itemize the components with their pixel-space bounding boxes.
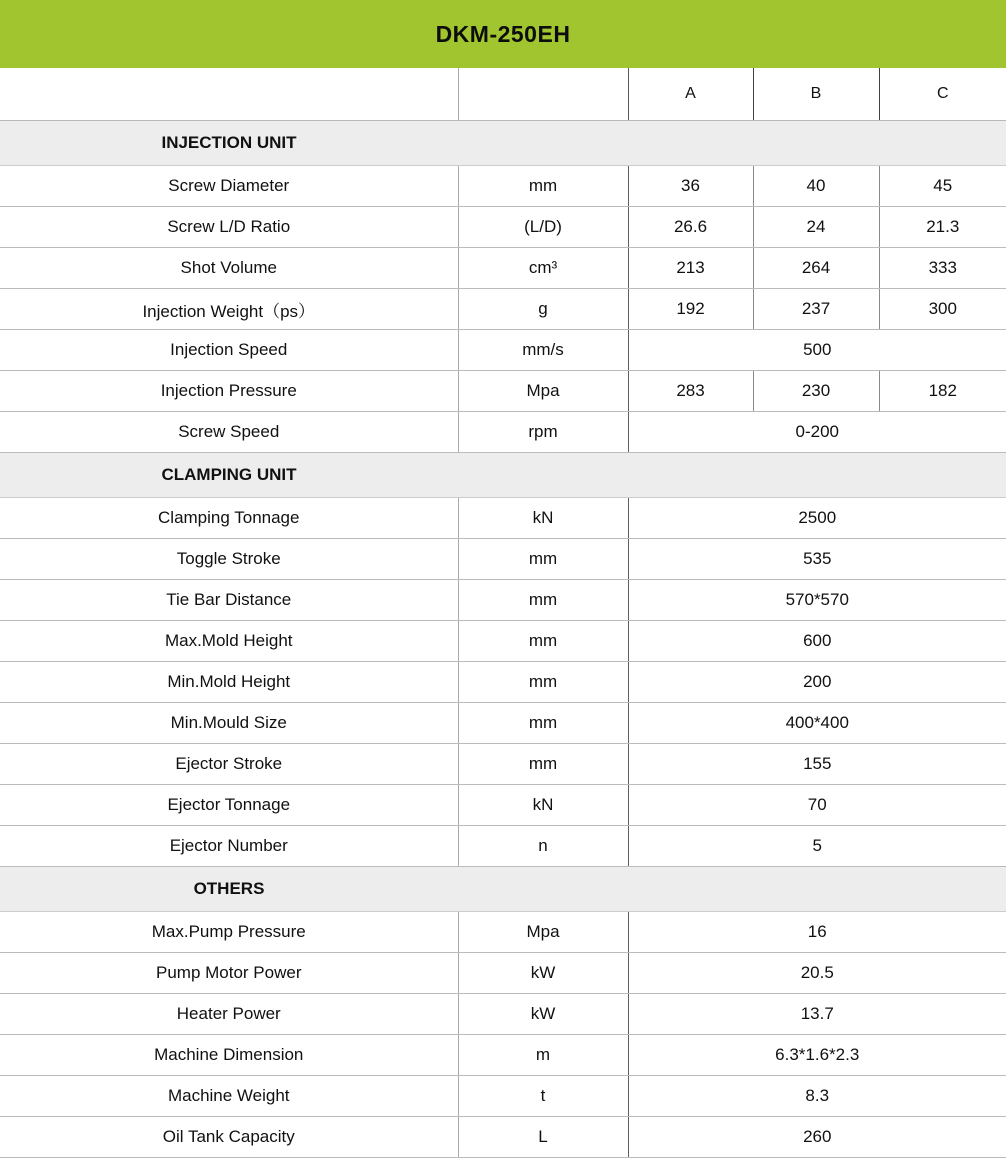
spec-table xyxy=(0,68,1006,1158)
column-header-c: C xyxy=(879,68,1006,121)
spec-value-merged: 155 xyxy=(628,744,1006,785)
spec-label: Shot Volume xyxy=(0,248,458,289)
spec-label: Max.Mold Height xyxy=(0,621,458,662)
spec-value-merged: 0-200 xyxy=(628,412,1006,453)
spec-unit: mm xyxy=(458,580,628,621)
table-row xyxy=(0,289,1006,330)
section-header-row xyxy=(0,453,1006,498)
spec-label: Toggle Stroke xyxy=(0,539,458,580)
spec-label: Pump Motor Power xyxy=(0,953,458,994)
table-row xyxy=(0,826,1006,867)
column-header-row xyxy=(0,68,1006,121)
spec-value-c: 45 xyxy=(879,166,1006,207)
spec-unit: m xyxy=(458,1035,628,1076)
section-header-cell xyxy=(0,867,1006,912)
spec-label: Heater Power xyxy=(0,994,458,1035)
spec-unit: t xyxy=(458,1076,628,1117)
table-row xyxy=(0,539,1006,580)
table-row xyxy=(0,953,1006,994)
spec-label: Ejector Number xyxy=(0,826,458,867)
spec-value-merged: 6.3*1.6*2.3 xyxy=(628,1035,1006,1076)
spec-value-c: 21.3 xyxy=(879,207,1006,248)
spec-unit: mm xyxy=(458,539,628,580)
spec-label: Oil Tank Capacity xyxy=(0,1117,458,1158)
spec-label: Screw Diameter xyxy=(0,166,458,207)
spec-value-a: 283 xyxy=(628,371,753,412)
table-row xyxy=(0,371,1006,412)
table-row xyxy=(0,1076,1006,1117)
spec-table-body xyxy=(0,68,1006,1158)
spec-unit: mm xyxy=(458,703,628,744)
spec-label: Min.Mould Size xyxy=(0,703,458,744)
spec-value-a: 213 xyxy=(628,248,753,289)
spec-value-b: 237 xyxy=(753,289,879,330)
spec-label: Injection Weight（ps） xyxy=(0,289,458,330)
spec-value-b: 230 xyxy=(753,371,879,412)
spec-value-merged: 500 xyxy=(628,330,1006,371)
spec-label: Clamping Tonnage xyxy=(0,498,458,539)
table-row xyxy=(0,498,1006,539)
section-title: INJECTION UNIT xyxy=(161,133,297,152)
spec-value-merged: 200 xyxy=(628,662,1006,703)
spec-unit: (L/D) xyxy=(458,207,628,248)
spec-unit: kN xyxy=(458,498,628,539)
table-row xyxy=(0,248,1006,289)
spec-value-c: 333 xyxy=(879,248,1006,289)
table-row xyxy=(0,1035,1006,1076)
spec-label: Ejector Tonnage xyxy=(0,785,458,826)
spec-value-b: 40 xyxy=(753,166,879,207)
table-row xyxy=(0,1117,1006,1158)
section-header-row xyxy=(0,121,1006,166)
section-header-cell xyxy=(0,453,1006,498)
table-row xyxy=(0,703,1006,744)
spec-label: Injection Pressure xyxy=(0,371,458,412)
column-header-blank-label xyxy=(0,68,458,121)
spec-unit: mm xyxy=(458,662,628,703)
spec-unit: Mpa xyxy=(458,371,628,412)
spec-unit: Mpa xyxy=(458,912,628,953)
spec-value-merged: 400*400 xyxy=(628,703,1006,744)
section-title: OTHERS xyxy=(193,879,265,898)
spec-value-a: 192 xyxy=(628,289,753,330)
spec-value-merged: 5 xyxy=(628,826,1006,867)
table-row xyxy=(0,785,1006,826)
model-title-bar xyxy=(0,0,1006,68)
spec-unit: L xyxy=(458,1117,628,1158)
spec-unit: mm/s xyxy=(458,330,628,371)
spec-value-a: 26.6 xyxy=(628,207,753,248)
spec-value-merged: 260 xyxy=(628,1117,1006,1158)
spec-unit: mm xyxy=(458,744,628,785)
table-row xyxy=(0,912,1006,953)
spec-label: Min.Mold Height xyxy=(0,662,458,703)
spec-value-b: 264 xyxy=(753,248,879,289)
spec-value-merged: 20.5 xyxy=(628,953,1006,994)
spec-label: Max.Pump Pressure xyxy=(0,912,458,953)
table-row xyxy=(0,580,1006,621)
table-row xyxy=(0,744,1006,785)
spec-value-merged: 570*570 xyxy=(628,580,1006,621)
spec-value-merged: 600 xyxy=(628,621,1006,662)
spec-unit: kN xyxy=(458,785,628,826)
table-row xyxy=(0,166,1006,207)
model-title: DKM-250EH xyxy=(435,20,571,47)
table-row xyxy=(0,207,1006,248)
section-header-row xyxy=(0,867,1006,912)
spec-value-merged: 535 xyxy=(628,539,1006,580)
spec-label: Screw L/D Ratio xyxy=(0,207,458,248)
spec-unit: n xyxy=(458,826,628,867)
spec-value-a: 36 xyxy=(628,166,753,207)
spec-unit: g xyxy=(458,289,628,330)
table-row xyxy=(0,412,1006,453)
table-row xyxy=(0,662,1006,703)
section-title: CLAMPING UNIT xyxy=(161,465,297,484)
spec-value-merged: 13.7 xyxy=(628,994,1006,1035)
spec-label: Machine Weight xyxy=(0,1076,458,1117)
spec-value-c: 300 xyxy=(879,289,1006,330)
spec-unit: mm xyxy=(458,621,628,662)
spec-unit: mm xyxy=(458,166,628,207)
spec-value-merged: 2500 xyxy=(628,498,1006,539)
spec-value-merged: 8.3 xyxy=(628,1076,1006,1117)
spec-label: Injection Speed xyxy=(0,330,458,371)
spec-value-c: 182 xyxy=(879,371,1006,412)
spec-unit: kW xyxy=(458,994,628,1035)
column-header-blank-unit xyxy=(458,68,628,121)
spec-label: Screw Speed xyxy=(0,412,458,453)
spec-unit: rpm xyxy=(458,412,628,453)
spec-value-merged: 16 xyxy=(628,912,1006,953)
spec-unit: kW xyxy=(458,953,628,994)
column-header-a: A xyxy=(628,68,753,121)
table-row xyxy=(0,330,1006,371)
spec-label: Machine Dimension xyxy=(0,1035,458,1076)
spec-label: Ejector Stroke xyxy=(0,744,458,785)
spec-value-merged: 70 xyxy=(628,785,1006,826)
table-row xyxy=(0,621,1006,662)
column-header-b: B xyxy=(753,68,879,121)
spec-label: Tie Bar Distance xyxy=(0,580,458,621)
spec-unit: cm³ xyxy=(458,248,628,289)
table-row xyxy=(0,994,1006,1035)
section-header-cell xyxy=(0,121,1006,166)
spec-value-b: 24 xyxy=(753,207,879,248)
